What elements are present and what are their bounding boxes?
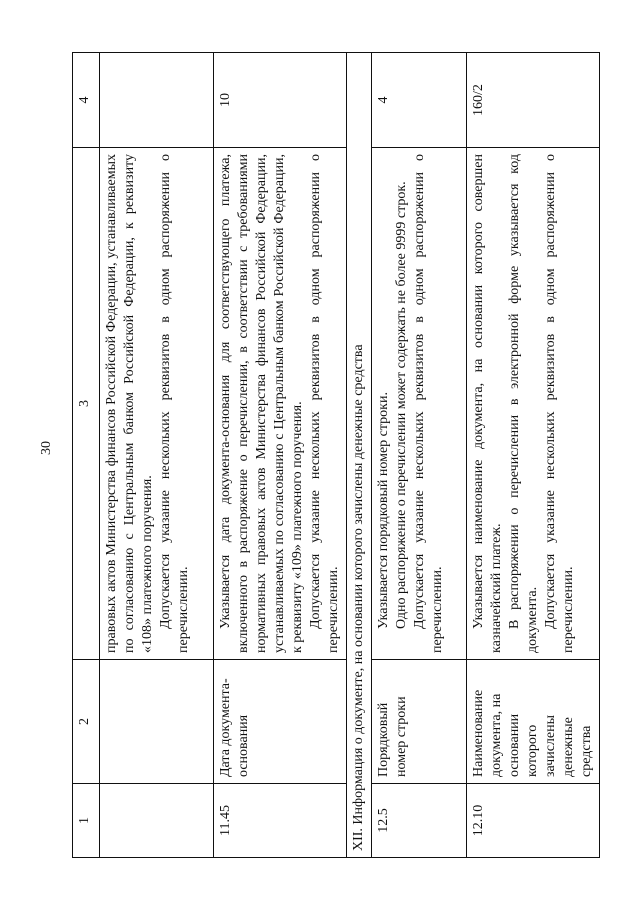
description-paragraph: В распоряжении о перечислении в электронной форме указывается код документа. (507, 154, 540, 653)
row-description (214, 148, 347, 660)
description-paragraph: Допускается указание нескольких реквизитов в одном распоряжении о перечислении. (543, 154, 576, 653)
rotated-page-content (72, 53, 600, 858)
row-name: Порядковый номер строки (372, 660, 467, 784)
row-description (100, 148, 214, 660)
row-description (372, 148, 467, 660)
description-paragraph: Допускается указание нескольких реквизитов в одном распоряжении о перечислении. (412, 154, 445, 653)
row-number: 12.5 (372, 784, 467, 858)
row-length: 160/2 (467, 53, 600, 148)
row-length: 4 (372, 53, 467, 148)
description-paragraph: Указывается наименование документа, на основании которого совершен казначейский платеж. (471, 154, 504, 653)
row-name: Дата документа-основания (214, 660, 347, 784)
table-row (467, 53, 600, 858)
table-row (100, 53, 214, 858)
row-number: 11.45 (214, 784, 347, 858)
description-paragraph: Одно распоряжение о перечислении может содержать не более 9999 строк. (394, 181, 409, 629)
column-header-3: 3 (73, 148, 100, 660)
table-header-row (73, 53, 100, 858)
row-number (100, 784, 214, 858)
page-number: 30 (39, 441, 54, 455)
table-row (372, 53, 467, 858)
column-header-4: 4 (73, 53, 100, 148)
description-paragraph: Указывается дата документа-основания для соответствующего платежа, включенного в распоряжение о перечислении, в соответствии с требованиями нормативных правовых актов Министерства финансов Российской Федерации, устанавливаемых по согласованию с Центральным банком Российской Федерации, к реквизиту «109» платежного поручения. (218, 154, 305, 653)
description-paragraph: Допускается указание нескольких реквизитов в одном распоряжении о перечислении. (308, 154, 341, 653)
row-number: 12.10 (467, 784, 600, 858)
row-length: 10 (214, 53, 347, 148)
table-row (214, 53, 347, 858)
row-name: Наименование документа, на основании которого зачислены денежные средства (467, 660, 600, 784)
column-header-1: 1 (73, 784, 100, 858)
description-paragraph: Допускается указание нескольких реквизитов в одном распоряжении о перечислении. (158, 154, 191, 653)
requisites-table (72, 52, 600, 858)
description-paragraph: Указывается порядковый номер строки. (376, 392, 391, 629)
row-name (100, 660, 214, 784)
section-header-row (347, 53, 372, 858)
row-description (467, 148, 600, 660)
description-paragraph: правовых актов Министерства финансов Российской Федерации, устанавливаемых по согласованию с Центральным банком Российской Федерации, к реквизиту «108» платежного поручения. (104, 154, 155, 653)
row-length (100, 53, 214, 148)
column-header-2: 2 (73, 660, 100, 784)
section-title: XII. Информация о документе, на основании которого зачислены денежные средства (347, 53, 372, 858)
